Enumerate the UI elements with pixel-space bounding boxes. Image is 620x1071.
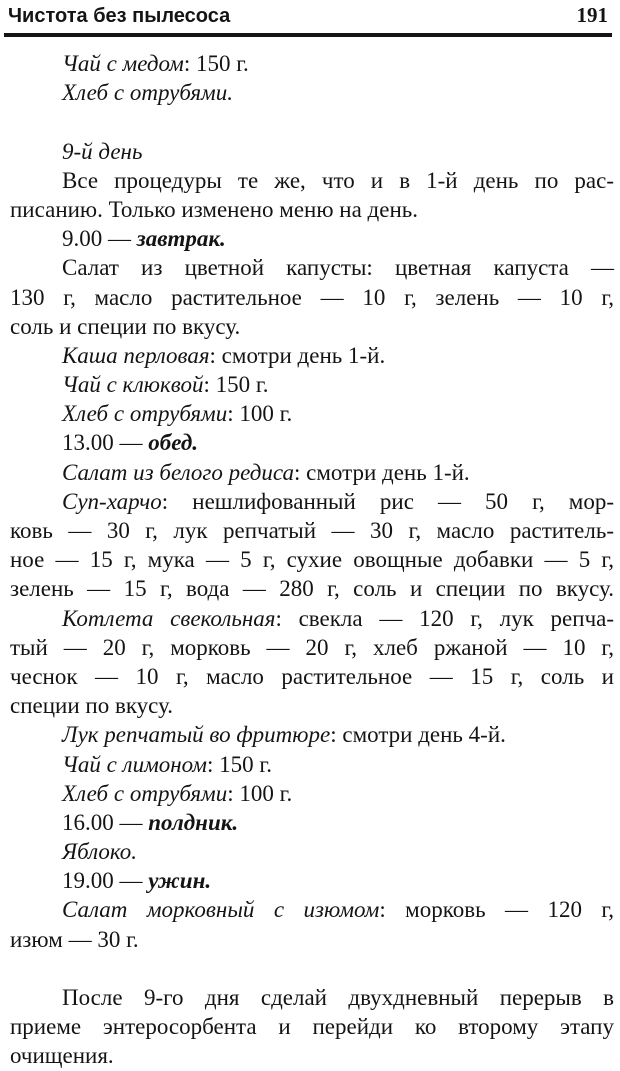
- italic-text: Чай с медом: [62, 51, 184, 76]
- plain-text: : смотри день 4-й.: [330, 722, 506, 748]
- text-line: [10, 983, 614, 1012]
- text-line: [10, 195, 614, 224]
- italic-text: Хлеб с отрубями: [62, 780, 228, 806]
- text-line: [10, 458, 614, 487]
- text-line: [10, 895, 614, 924]
- plain-text: специи по вкусу.: [10, 693, 174, 719]
- italic-text: Суп-харчо: [62, 488, 162, 514]
- italic-text: Хлеб с отрубями.: [62, 80, 233, 106]
- blank-line: [10, 954, 614, 983]
- plain-text: 16.00 —: [62, 809, 149, 835]
- text-line: [10, 253, 614, 282]
- italic-text: Яблоко.: [62, 839, 138, 865]
- meal-time: [10, 224, 614, 253]
- plain-text: 130 г, масло растительное — 10 г, зелень — 10 г,: [10, 284, 614, 310]
- meal-time: [10, 808, 614, 837]
- meal-time: [10, 428, 614, 457]
- plain-text: писанию. Только изменено меню на день.: [10, 196, 418, 222]
- italic-text: Чай с клюквой: [62, 372, 204, 398]
- bold-italic-text: ужин.: [148, 868, 212, 894]
- plain-text: Все процедуры те же, что и в 1-й день по рас-: [62, 167, 614, 193]
- text-line: [10, 1041, 614, 1070]
- italic-text: Каша перловая: [62, 342, 210, 368]
- running-title: Чистота без пылесоса: [8, 5, 231, 27]
- text-line: [10, 370, 614, 399]
- bold-italic-text: завтрак.: [136, 226, 226, 252]
- plain-text: ковь — 30 г, лук репчатый — 30 г, масло раститель-: [10, 518, 614, 543]
- plain-text: 13.00 —: [62, 430, 149, 456]
- text-line: [10, 166, 614, 195]
- body-text: [10, 49, 614, 1071]
- plain-text: 19.00 —: [62, 868, 149, 894]
- text-line: [10, 662, 614, 691]
- italic-text: 9-й день: [62, 138, 143, 164]
- plain-text: : свекла — 120 г, лук репча-: [275, 605, 615, 631]
- italic-text: Лук репчатый во фритюре: [62, 722, 331, 748]
- italic-text: Котлета свекольная: [62, 605, 276, 631]
- plain-text: 9.00 —: [62, 226, 137, 252]
- header-rule: [4, 33, 612, 37]
- text-line: [10, 545, 614, 574]
- plain-text: : 150 г.: [206, 751, 272, 777]
- text-line: [10, 574, 614, 603]
- plain-text: соль и специи по вкусу.: [10, 313, 241, 339]
- plain-text: приеме энтеросорбента и перейди ко второму этапу: [10, 1014, 614, 1040]
- page-number: 191: [576, 3, 608, 27]
- plain-text: тый — 20 г, морковь — 20 г, хлеб ржаной — 10 г,: [10, 634, 614, 660]
- text-line: [10, 691, 614, 720]
- plain-text: : 100 г.: [227, 780, 293, 806]
- plain-text: : 100 г.: [227, 401, 293, 427]
- italic-text: Чай с лимоном: [62, 751, 207, 777]
- plain-text: : морковь — 120 г,: [379, 897, 615, 923]
- text-line: [10, 925, 614, 954]
- bold-italic-text: обед.: [148, 430, 199, 456]
- italic-text: Салат морковный с изюмом: [62, 897, 380, 923]
- plain-text: Салат из цветной капусты: цветная капуста —: [62, 255, 614, 281]
- bold-italic-text: полдник.: [148, 809, 239, 835]
- text-line: [10, 399, 614, 428]
- text-line: [10, 312, 614, 341]
- text-line: [10, 487, 614, 516]
- italic-text: Хлеб с отрубями: [62, 401, 228, 427]
- plain-text: : 150 г.: [203, 372, 269, 398]
- plain-text: : смотри день 1-й.: [209, 342, 386, 368]
- plain-text: : 150 г.: [183, 51, 249, 76]
- day-heading: [10, 137, 614, 166]
- text-line: [10, 49, 614, 78]
- text-line: [10, 633, 614, 662]
- text-line: [10, 837, 614, 866]
- plain-text: : нешлифованный рис — 50 г, мор-: [161, 488, 614, 514]
- page-header: [6, 2, 612, 32]
- text-line: [10, 604, 614, 633]
- plain-text: чеснок — 10 г, масло растительное — 15 г, соль и: [10, 663, 614, 689]
- text-line: [10, 750, 614, 779]
- text-line: [10, 1012, 614, 1041]
- text-line: [10, 720, 614, 749]
- plain-text: зелень — 15 г, вода — 280 г, соль и специи по вкусу.: [10, 576, 614, 602]
- text-line: [10, 78, 614, 107]
- plain-text: : смотри день 1-й.: [294, 459, 470, 485]
- text-line: [10, 779, 614, 808]
- italic-text: Салат из белого редиса: [62, 459, 295, 485]
- text-line: [10, 283, 614, 312]
- blank-line: [10, 107, 614, 136]
- plain-text: После 9-го дня сделай двухдневный перерыв в: [62, 985, 614, 1010]
- plain-text: ное — 15 г, мука — 5 г, сухие овощные добавки — 5 г,: [10, 547, 614, 573]
- plain-text: очищения.: [10, 1043, 114, 1069]
- meal-time: [10, 866, 614, 895]
- text-line: [10, 516, 614, 545]
- plain-text: изюм — 30 г.: [10, 926, 139, 952]
- text-line: [10, 341, 614, 370]
